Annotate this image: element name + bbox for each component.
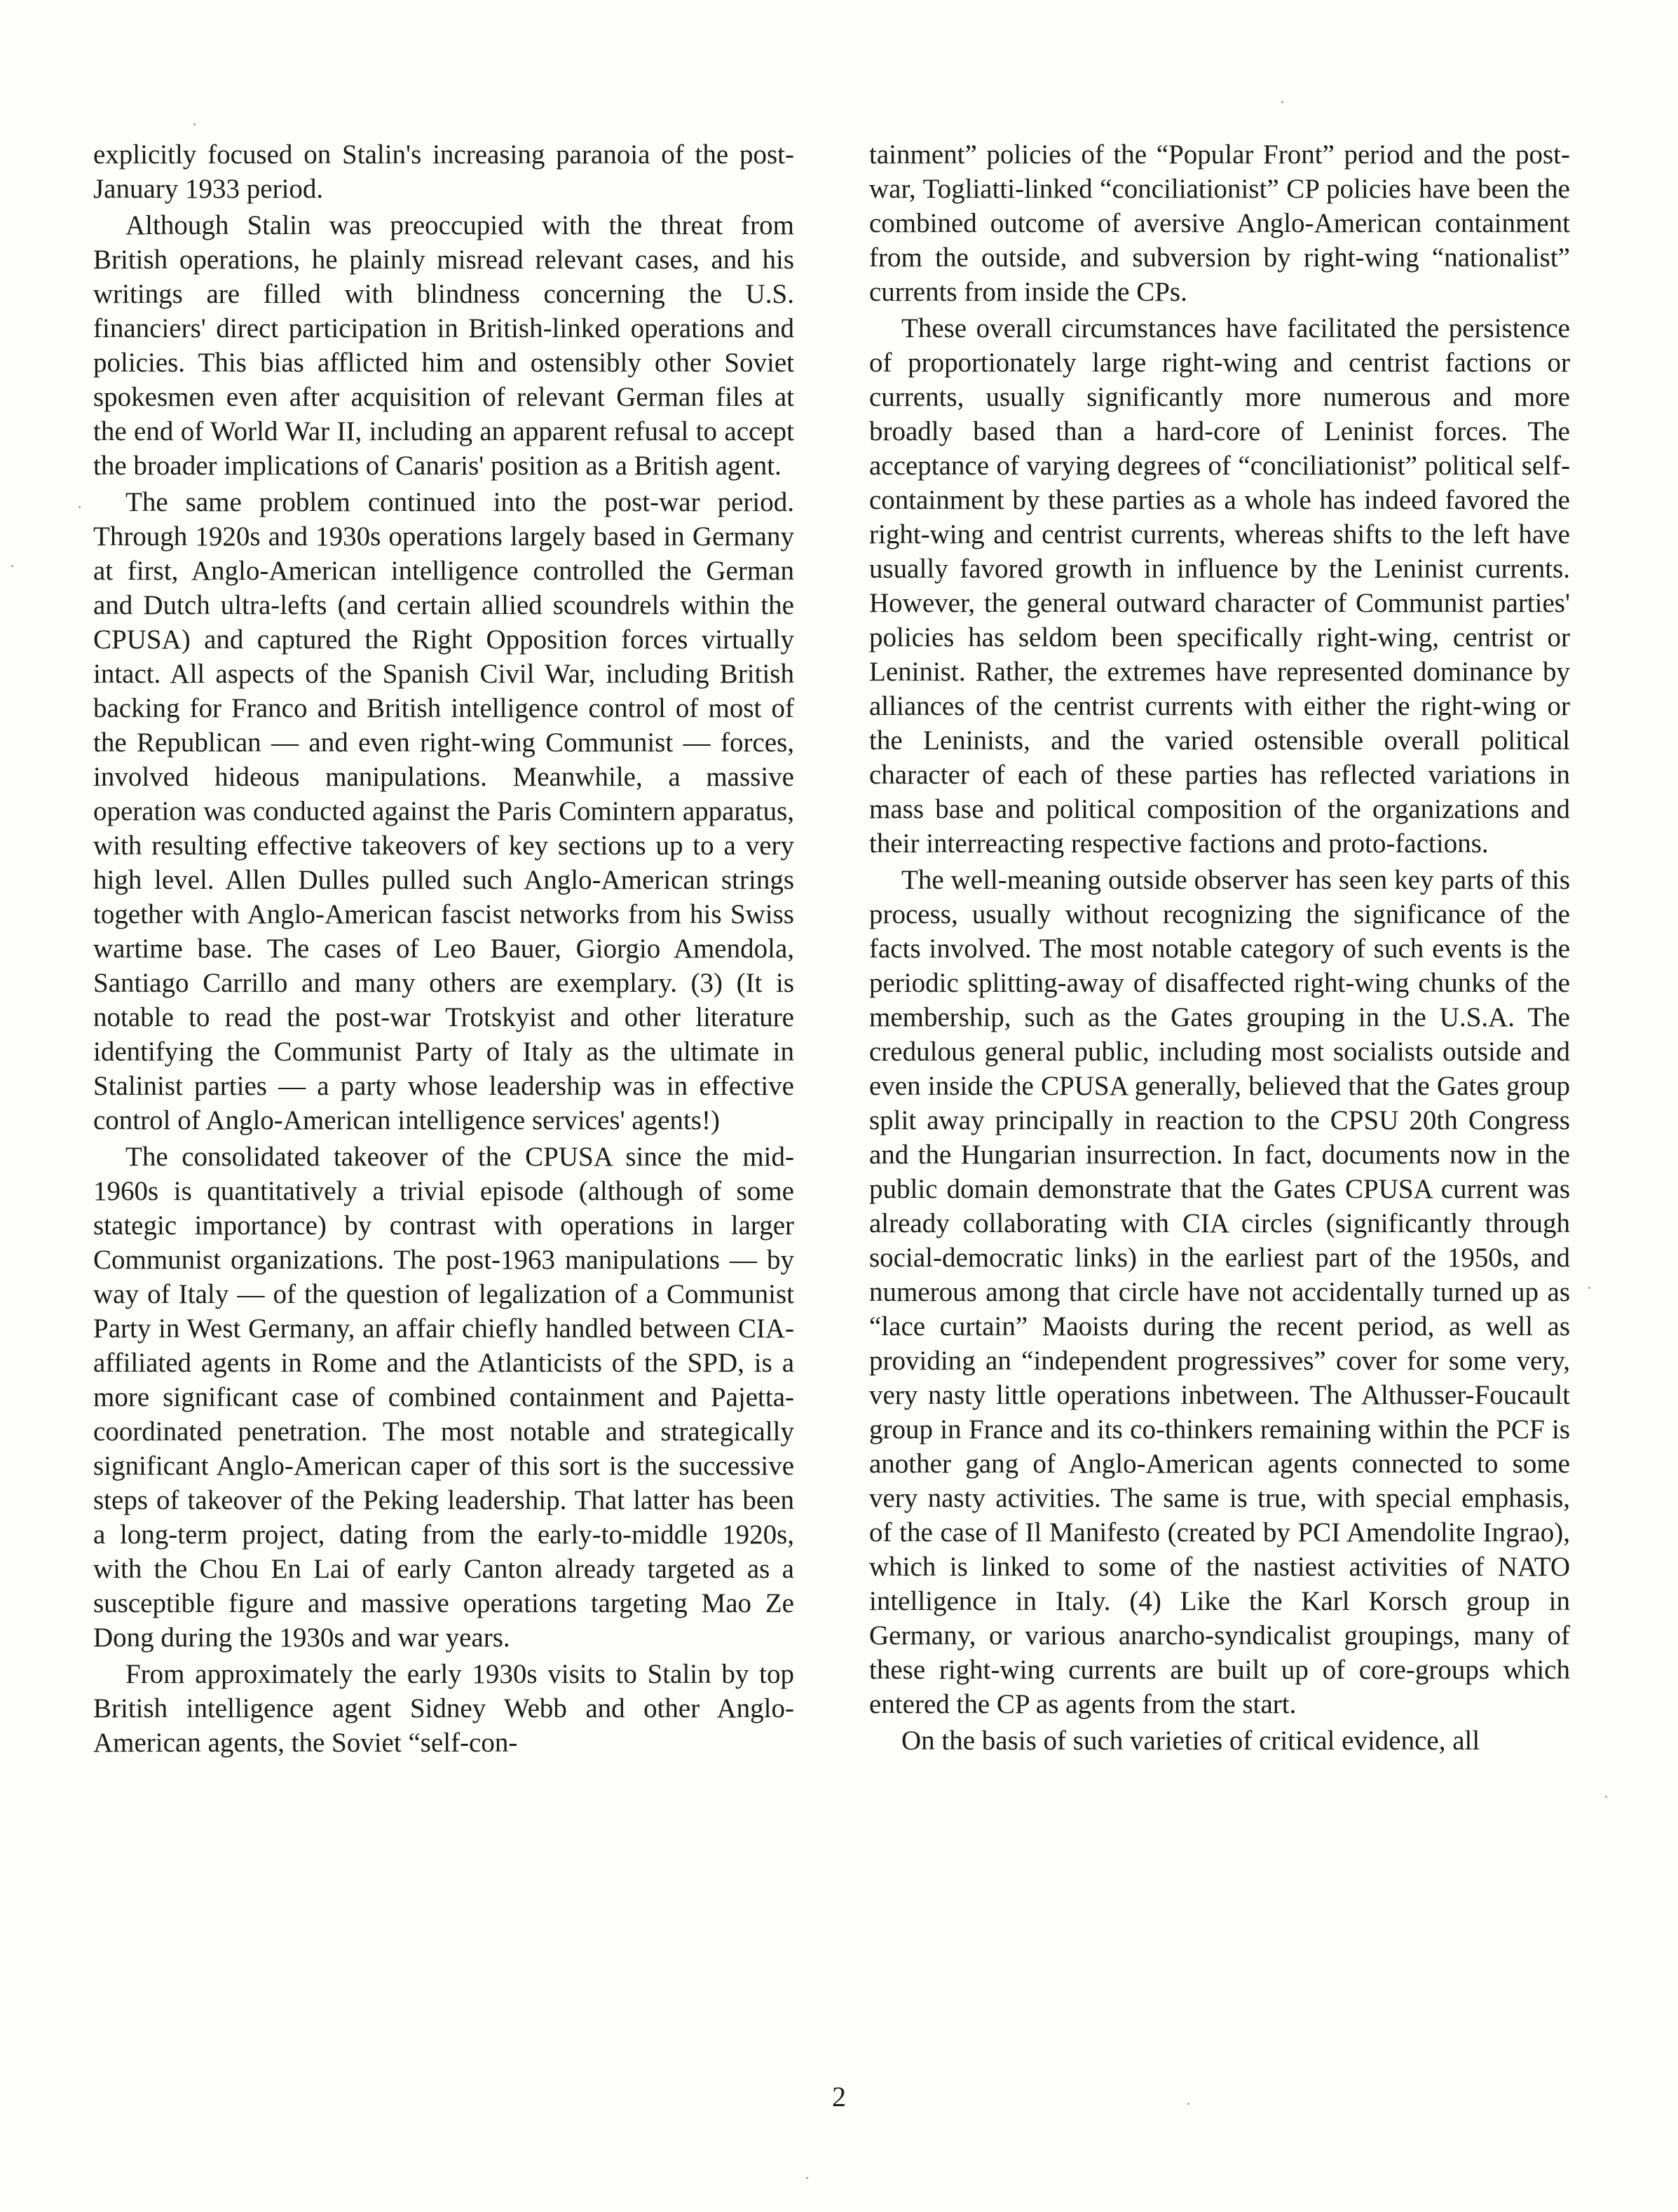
paragraph: From approximately the early 1930s visits to Stalin by top British intelligence agent Sidney Webb and other Anglo-American agents, the Soviet “self-con- [93,1659,794,1758]
paragraph: The consolidated takeover of the CPUSA since the mid-1960s is quantitatively a trivial episode (although of some stategic importance) by contrast with operations in larger Communist organizations. The post-1963 manipulations — by way of Italy — of the question of legalization of a Communist Party in West Germany, an affair chiefly handled between CIA-affiliated agents in Rome and the Atlanticists of the SPD, is a more significant case of combined containment and Pajetta-coordinated penetration. The most notable and strategically significant Anglo-American caper of this sort is the successive steps of takeover of the Peking leadership. That latter has been a long-term project, dating from the early-to-middle 1920s, with the Chou En Lai of early Canton already targeted as a susceptible figure and massive operations targeting Mao Ze Dong during the 1930s and war years. [93,1142,794,1653]
left-column [93,137,794,1762]
scan-speck [1605,1796,1607,1798]
paragraph: On the basis of such varieties of critical evidence, all [901,1726,1480,1756]
paragraph: explicitly focused on Stalin's increasing paranoia of the post-January 1933 period. [93,139,794,204]
paragraph: The same problem continued into the post-war period. Through 1920s and 1930s operations largely based in Germany at first, Anglo-American intelligence controlled the German and Dutch ultra-lefts (and certain allied scoundrels within the CPUSA) and captured the Right Opposition forces virtually intact. All aspects of the Spanish Civil War, including British backing for Franco and British intelligence control of most of the Republican — and even right-wing Communist — forces, involved hideous manipulations. Meanwhile, a massive operation was conducted against the Paris Comintern apparatus, with resulting effective takeovers of key sections up to a very high level. Allen Dulles pulled such Anglo-American strings together with Anglo-American fascist networks from his Swiss wartime base. The cases of Leo Bauer, Giorgio Amendola, Santiago Carrillo and many others are exemplary. (3) (It is notable to read the post-war Trotskyist and other literature identifying the Communist Party of Italy as the ultimate in Stalinist parties — a party whose leadership was in effective control of Anglo-American intelligence services' agents!) [93,487,794,1135]
scan-speck [806,2177,808,2179]
right-column [869,137,1570,1760]
paragraph: These overall circumstances have facilitated the persistence of proportionately large right-wing and centrist factions or currents, usually significantly more numerous and more broadly based than a hard-core of Leninist forces. The acceptance of varying degrees of “conciliationist” political self-containment by these parties as a whole has indeed favored the right-wing and centrist currents, whereas shifts to the left have usually favored growth in influence by the Leninist currents. However, the general outward character of Communist parties' policies has seldom been specifically right-wing, centrist or Leninist. Rather, the extremes have represented dominance by alliances of the centrist currents with either the right-wing or the Leninists, and the varied ostensible overall political character of each of these parties has reflected variations in mass base and political composition of the organizations and their interreacting respective factions and proto-factions. [869,313,1570,859]
paragraph: tainment” policies of the “Popular Front” period and the post-war, Togliatti-linked “conciliationist” CP policies have been the combined outcome of aversive Anglo-American containment from the outside, and subversion by right-wing “nationalist” currents from inside the CPs. [869,139,1570,307]
scan-speck [1281,101,1283,103]
scan-speck [1187,2103,1189,2105]
page-number: 2 [832,2081,846,2112]
paragraph: The well-meaning outside observer has seen key parts of this process, usually without recognizing the significance of the facts involved. The most notable category of such events is the periodic splitting-away of disaffected right-wing chunks of the membership, such as the Gates grouping in the U.S.A. The credulous general public, including most socialists outside and even inside the CPUSA generally, believed that the Gates group split away principally in reaction to the CPSU 20th Congress and the Hungarian insurrection. In fact, documents now in the public domain demonstrate that the Gates CPUSA current was already collaborating with CIA circles (significantly through social-democratic links) in the earliest part of the 1950s, and numerous among that circle have not accidentally turned up as “lace curtain” Maoists during the recent period, as well as providing an “independent progressives” cover for some very, very nasty little operations inbetween. The Althusser-Foucault group in France and its co-thinkers remaining within the PCF is another gang of Anglo-American agents connected to some very nasty activities. The same is true, with special emphasis, of the case of Il Manifesto (created by PCI Amendolite Ingrao), which is linked to some of the nastiest activities of NATO intelligence in Italy. (4) Like the Karl Korsch group in Germany, or various anarcho-syndicalist groupings, many of these right-wing currents are built up of core-groups which entered the CP as agents from the start. [869,865,1570,1719]
scan-speck [1588,1287,1590,1289]
scan-speck [79,506,81,508]
scan-speck [11,565,13,567]
paragraph: Although Stalin was preoccupied with the threat from British operations, he plainly misread relevant cases, and his writings are filled with blindness concerning the U.S. financiers' direct participation in British-linked operations and policies. This bias afflicted him and ostensibly other Soviet spokesmen even after acquisition of relevant German files at the end of World War II, including an apparent refusal to accept the broader implications of Canaris' position as a British agent. [93,210,794,481]
scan-speck [193,123,196,125]
